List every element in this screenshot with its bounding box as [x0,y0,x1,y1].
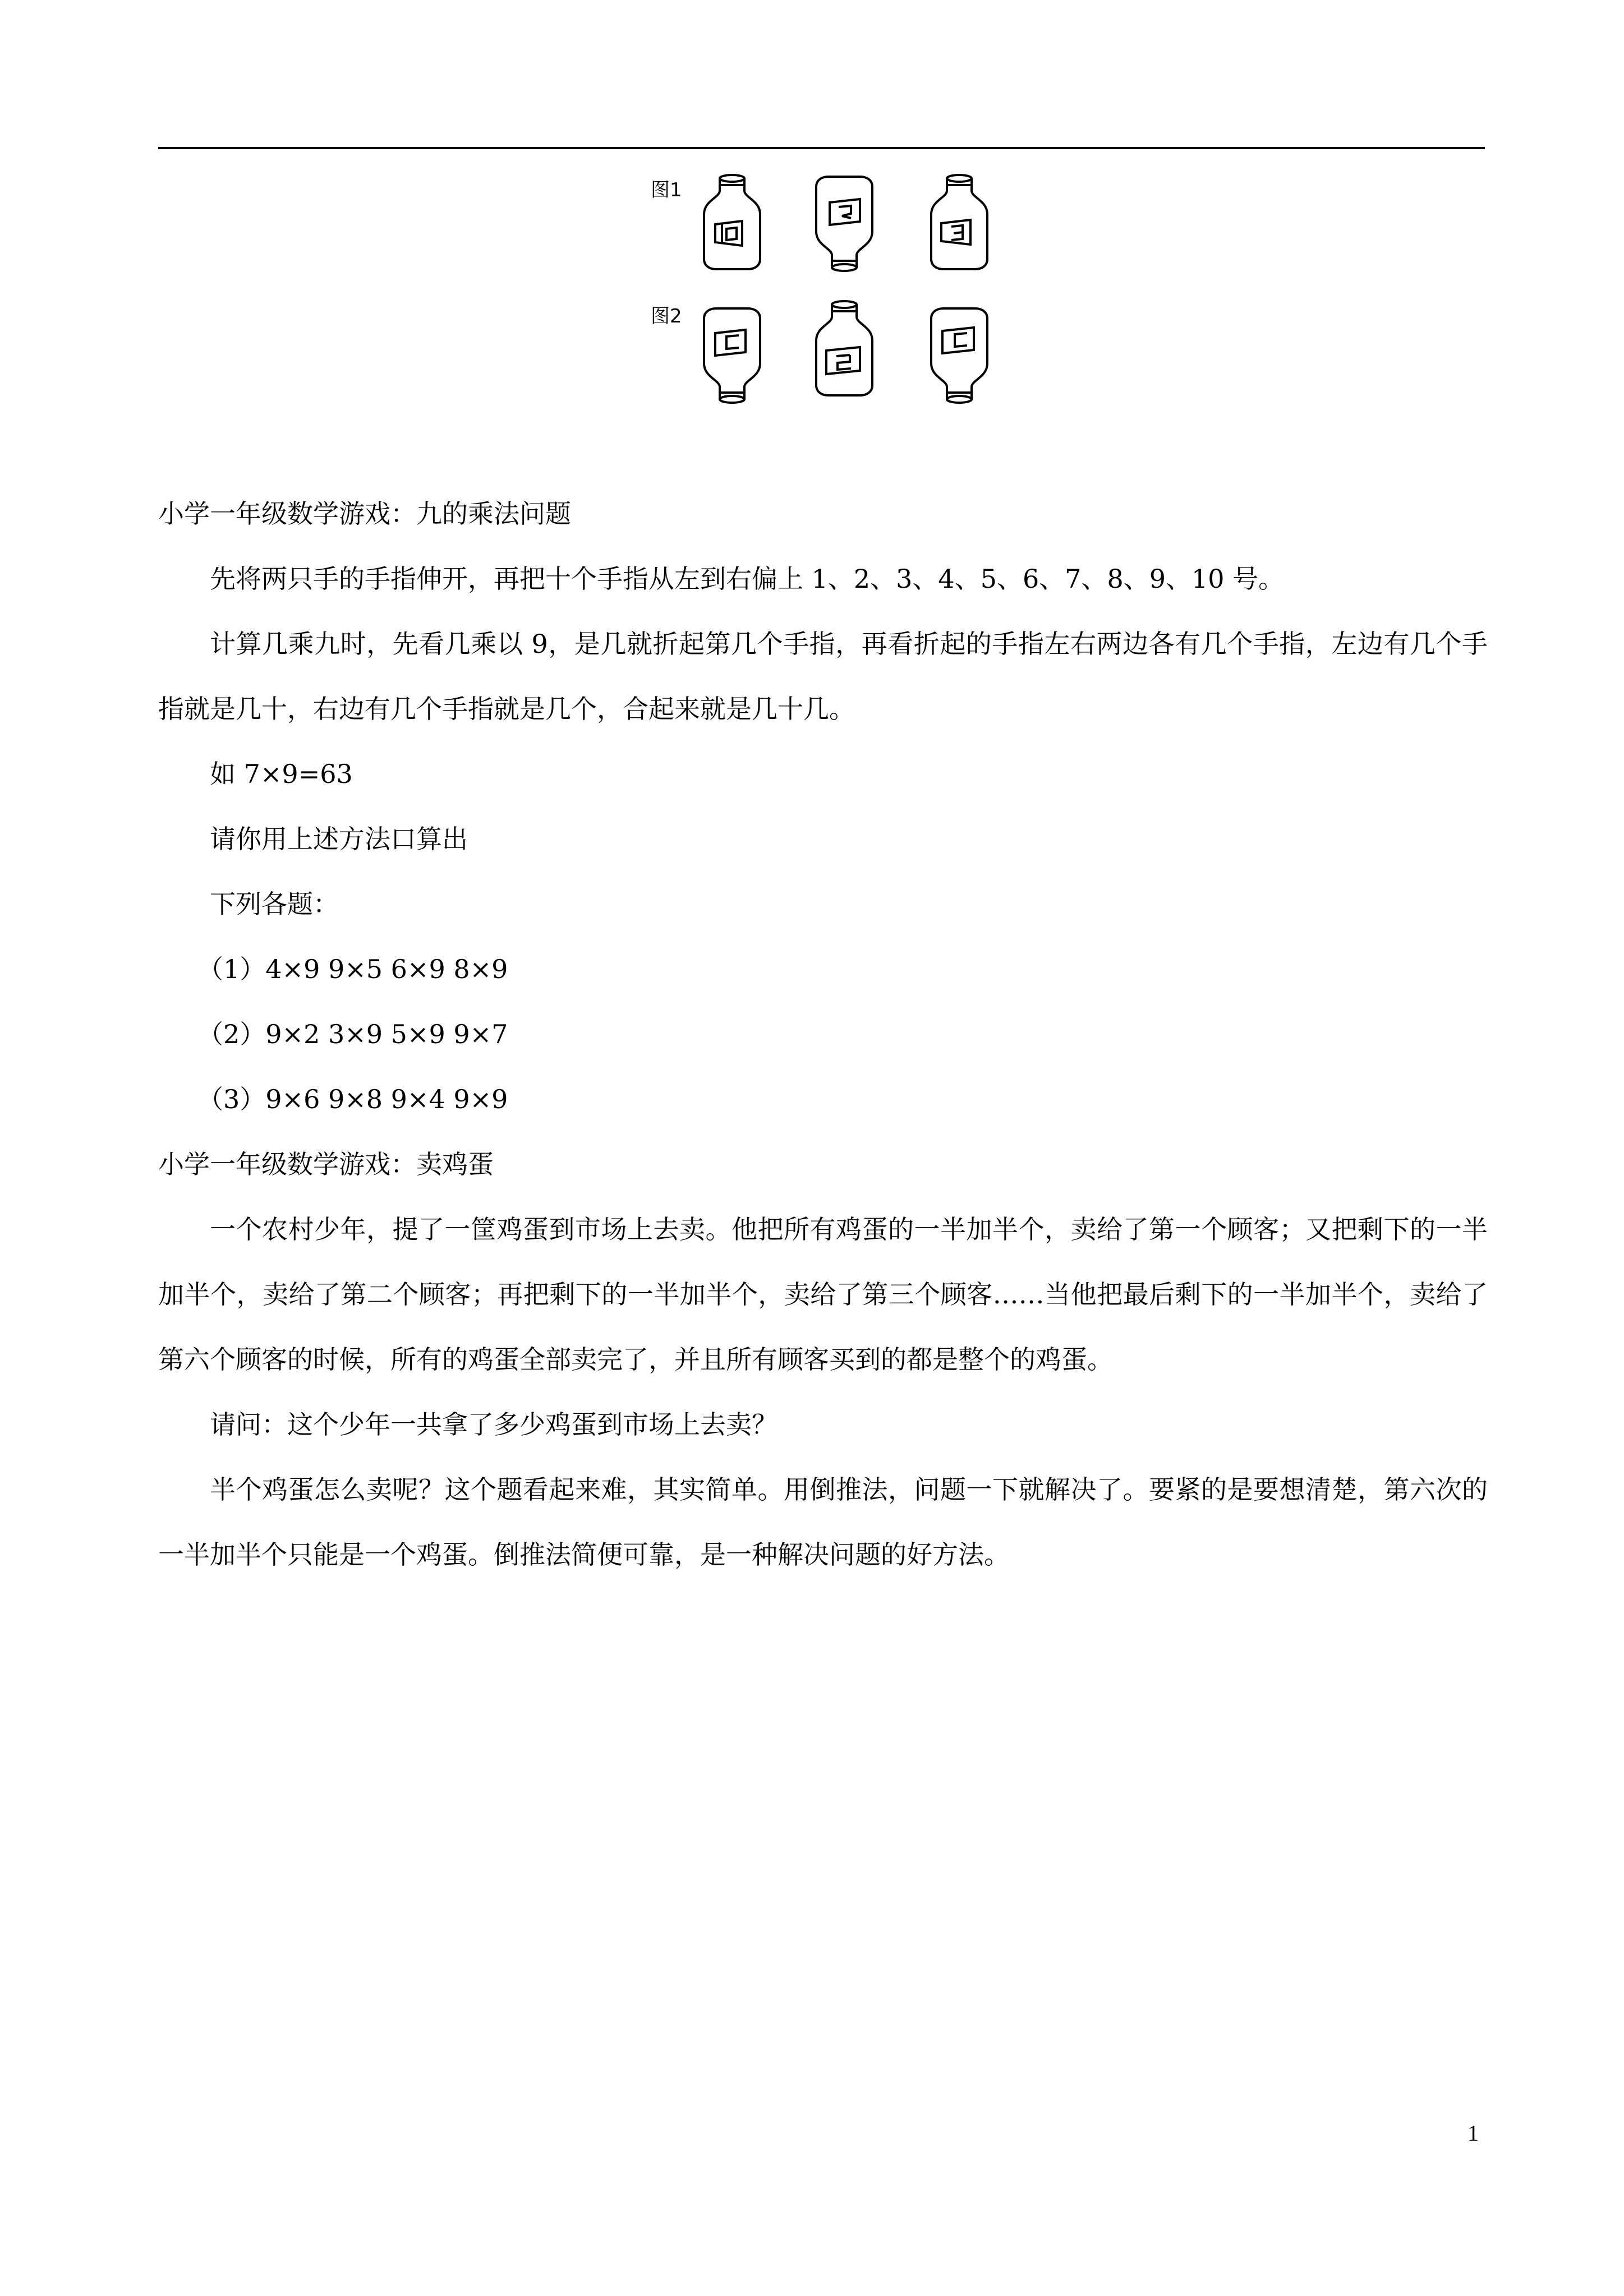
exercise-line-3: （3）9×6 9×8 9×4 9×9 [197,1084,508,1114]
section-title-nine-multiplication: 小学一年级数学游戏：九的乘法问题 [158,499,571,529]
bottle [704,308,760,403]
bottle [816,301,872,395]
document-body [158,481,1488,1587]
paragraph: 请问：这个少年一共拿了多少鸡蛋到市场上去卖？ [210,1409,778,1440]
bottle-row-2 [704,301,987,403]
header-rule [158,147,1485,149]
paragraph: 计算几乘九时，先看几乘以 9，是几就折起第几个手指，再看折起的手指左右两边各有几个手指，左边有几个手指就是几十，右边有几个手指就是几个，合起来就是几十几。 [158,629,1488,724]
paragraph: 一个农村少年，提了一筐鸡蛋到市场上去卖。他把所有鸡蛋的一半加半个，卖给了第一个顾客；又把剩下的一半加半个，卖给了第二个顾客；再把剩下的一半加半个，卖给了第三个顾客……当他把最后剩下的一半加半个，卖给了第六个顾客的时候，所有的鸡蛋全部卖完了，并且所有顾客买到的都是整个的鸡蛋。 [158,1214,1488,1375]
bottle [816,177,872,271]
section-title-selling-eggs: 小学一年级数学游戏：卖鸡蛋 [158,1149,494,1179]
bottle [931,175,987,269]
bottle-illustration [645,168,1049,409]
paragraph: 请你用上述方法口算出 [210,824,468,854]
figure-label-2: 图2 [651,305,682,328]
figure-label-1: 图1 [651,179,682,201]
bottle-row-1 [704,175,987,271]
page-number: 1 [1467,2120,1479,2146]
exercise-line-1: （1）4×9 9×5 6×9 8×9 [197,954,508,984]
paragraph: 半个鸡蛋怎么卖呢？这个题看起来难，其实简单。用倒推法，问题一下就解决了。要紧的是要想清楚，第六次的一半加半个只能是一个鸡蛋。倒推法简便可靠，是一种解决问题的好方法。 [158,1474,1488,1570]
bottle-figure [645,168,1049,409]
paragraph: 如 7×9=63 [210,759,353,789]
bottle [931,308,987,403]
paragraph: 下列各题： [210,889,339,919]
paragraph: 先将两只手的手指伸开，再把十个手指从左到右偏上 1、2、3、4、5、6、7、8、9、10 号。 [210,564,1285,594]
exercise-line-2: （2）9×2 3×9 5×9 9×7 [197,1019,508,1049]
bottle [704,175,760,269]
